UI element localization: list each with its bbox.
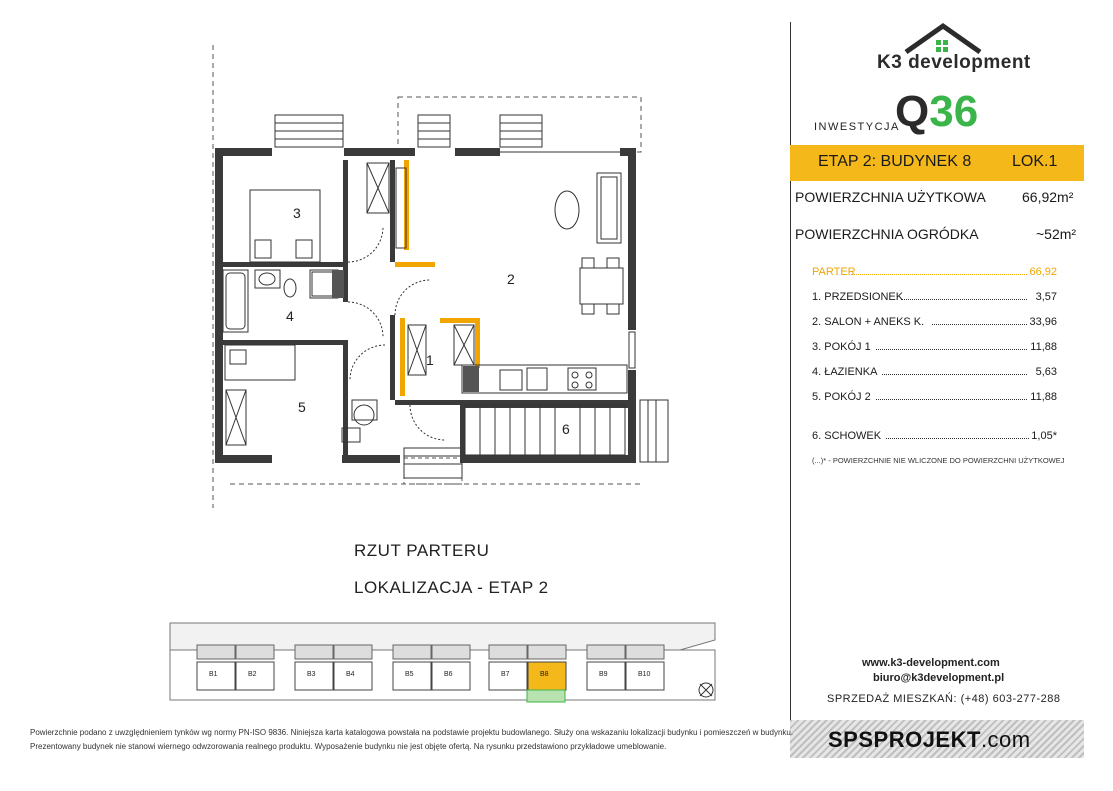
footer-brand [828, 727, 1031, 753]
storage-name: 6. SCHOWEK [812, 430, 882, 442]
site-unit-roof [334, 645, 372, 659]
room-row [812, 341, 1057, 353]
room-label-4: 4 [286, 308, 294, 324]
site-unit-roof [236, 645, 274, 659]
disclaimer-line-2: Prezentowany budynek nie stanowi wiernego odwzorowania realnego produktu. Wyposażenie budynku nie jest objęte ofertą. Na rysunku przedstawiono przykładowe umeblowanie. [30, 742, 667, 751]
room-row [812, 266, 1057, 278]
sales-phone: SPRZEDAŻ MIESZKAŃ: (+48) 603-277-288 [827, 693, 1061, 705]
disclaimer-line-1: Powierzchnie podano z uwzględnieniem tynków wg normy PN-ISO 9836. Niniejsza karta katalogowa powstała na podstawie projektu budowlanego. Służy ona wskazaniu lokalizacji budynku i pomieszczeń w budynku. [30, 728, 794, 737]
footer-brand-suffix: .com [980, 727, 1031, 752]
room-row [812, 291, 1057, 303]
house-logo-icon [900, 22, 986, 54]
room-dots [876, 349, 1027, 350]
room-area: 5,63 [1035, 366, 1057, 378]
site-unit-label: B7 [501, 671, 510, 678]
room-row [812, 391, 1057, 403]
unit-banner [790, 145, 1084, 181]
brand-name: K3 development [877, 52, 1031, 73]
room-label-3: 3 [293, 205, 301, 221]
site-unit-label: B6 [444, 671, 453, 678]
investment-name-number: 36 [929, 87, 979, 136]
room-name: PARTER [812, 266, 856, 278]
room-area: 3,57 [1035, 291, 1057, 303]
site-unit-label: B1 [209, 671, 218, 678]
room-name: 3. POKÓJ 1 [812, 341, 871, 353]
room-label-1: 1 [426, 352, 434, 368]
floor-plan-title: RZUT PARTERU [354, 541, 490, 560]
room-dots [901, 299, 1027, 300]
site-unit-label: B9 [599, 671, 608, 678]
site-unit-roof [432, 645, 470, 659]
site-unit-roof [587, 645, 625, 659]
room-area: 11,88 [1030, 341, 1057, 353]
room-dots [851, 274, 1027, 275]
location-title: LOKALIZACJA - ETAP 2 [354, 578, 549, 597]
site-unit-label: B5 [405, 671, 414, 678]
room-dots [876, 399, 1027, 400]
site-unit-label: B2 [248, 671, 257, 678]
site-unit-roof [393, 645, 431, 659]
investment-name [895, 87, 979, 136]
email-link[interactable]: biuro@k3development.pl [873, 672, 1005, 684]
usable-area-label: POWIERZCHNIA UŻYTKOWA [795, 189, 986, 205]
investment-name-q: Q [895, 87, 930, 136]
room-row [812, 366, 1057, 378]
site-unit-label: B4 [346, 671, 355, 678]
site-unit-label: B8 [540, 671, 549, 678]
room-area: 33,96 [1029, 316, 1057, 328]
room-name: 4. ŁAZIENKA [812, 366, 878, 378]
site-unit-roof [626, 645, 664, 659]
storage-row [812, 430, 1057, 442]
room-name: 1. PRZEDSIONEK [812, 291, 904, 303]
room-label-5: 5 [298, 399, 306, 415]
site-unit-label: B3 [307, 671, 316, 678]
site-unit-roof [528, 645, 566, 659]
site-unit-label: B10 [638, 671, 651, 678]
room-dots [932, 324, 1027, 325]
usable-area-value: 66,92m² [1022, 189, 1074, 205]
room-area: 66,92 [1029, 266, 1057, 278]
investment-label: INWESTYCJA [814, 121, 900, 133]
stage-label: ETAP 2: BUDYNEK 8 [818, 153, 972, 170]
room-label-2: 2 [507, 271, 515, 287]
storage-note: (...)* - POWIERZCHNIE NIE WLICZONE DO POWIERZCHNI UŻYTKOWEJ [812, 456, 1065, 465]
garden-area-value: ~52m² [1036, 226, 1077, 242]
room-name: 5. POKÓJ 2 [812, 391, 871, 403]
panel-divider [790, 22, 791, 722]
site-unit-roof [197, 645, 235, 659]
website-link[interactable]: www.k3-development.com [862, 657, 1000, 669]
room-name: 2. SALON + ANEKS K. [812, 316, 925, 328]
unit-number: LOK.1 [1012, 153, 1058, 170]
site-unit-roof [489, 645, 527, 659]
site-unit-roof [295, 645, 333, 659]
room-label-6: 6 [562, 421, 570, 437]
room-row [812, 316, 1057, 328]
garden-area-label: POWIERZCHNIA OGRÓDKA [795, 226, 979, 242]
storage-value: 1,05* [1031, 430, 1057, 442]
footer-brand-main: SPSPROJEKT [828, 727, 981, 752]
room-area: 11,88 [1030, 391, 1057, 403]
room-dots [882, 374, 1027, 375]
